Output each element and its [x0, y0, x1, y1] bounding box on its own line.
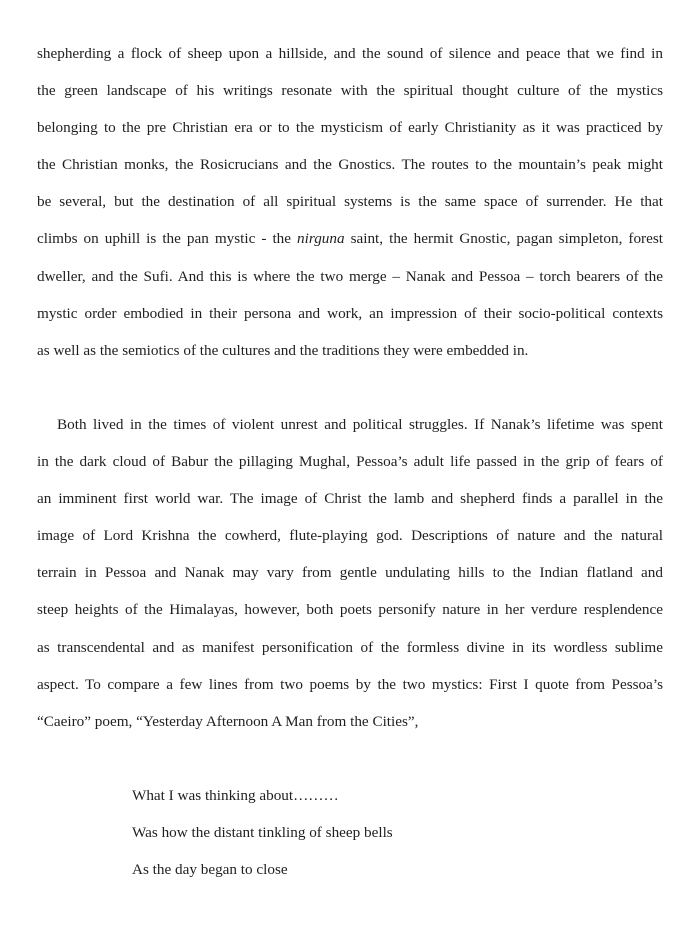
text-line: mystic order embodied in their persona and work, an impression of their socio-political contexts	[37, 304, 663, 322]
text-line: the Christian monks, the Rosicrucians and the Gnostics. The routes to the mountain’s peak might	[37, 156, 663, 174]
text-line: in the dark cloud of Babur the pillaging Mughal, Pessoa’s adult life passed in the grip of fears of	[37, 453, 663, 471]
text-line: terrain in Pessoa and Nanak may vary from gentle undulating hills to the Indian flatland and	[37, 564, 663, 582]
text-line: aspect. To compare a few lines from two poems by the two mystics: First I quote from Pessoa’s	[37, 675, 663, 693]
text-line: belonging to the pre Christian era or to the mysticism of early Christianity as it was practiced by	[37, 119, 663, 137]
text-line: image of Lord Krishna the cowherd, flute-playing god. Descriptions of nature and the natural	[37, 527, 663, 545]
paragraph-1	[37, 35, 663, 369]
text-line: be several, but the destination of all spiritual systems is the same space of surrender. He that	[37, 193, 663, 211]
document-page	[37, 35, 663, 888]
paragraph-2	[37, 406, 663, 740]
poem-line: As the day began to close	[132, 861, 288, 879]
text-line: as well as the semiotics of the cultures and the traditions they were embedded in.	[37, 341, 529, 359]
text-line: Both lived in the times of violent unrest and political struggles. If Nanak’s lifetime was spent	[57, 415, 663, 433]
paragraph-gap	[37, 369, 663, 406]
text-line: an imminent first world war. The image of Christ the lamb and shepherd finds a parallel in the	[37, 490, 663, 508]
text-line: climbs on uphill is the pan mystic - the nirguna saint, the hermit Gnostic, pagan simpleton, forest	[37, 230, 663, 248]
text-line: the green landscape of his writings resonate with the spiritual thought culture of the mystics	[37, 82, 663, 100]
text-line: dweller, and the Sufi. And this is where the two merge – Nanak and Pessoa – torch bearers of the	[37, 267, 663, 285]
text-line: as transcendental and as manifest personification of the formless divine in its wordless sublime	[37, 638, 663, 656]
poem-quote	[37, 777, 663, 888]
italic-term: nirguna	[297, 230, 345, 248]
poem-line: Was how the distant tinkling of sheep bells	[132, 823, 393, 841]
poem-line: What I was thinking about………	[132, 786, 339, 804]
text-line: steep heights of the Himalayas, however, both poets personify nature in her verdure resplendence	[37, 601, 663, 619]
text-line: “Caeiro” poem, “Yesterday Afternoon A Man from the Cities”,	[37, 712, 419, 730]
text-line: shepherding a flock of sheep upon a hillside, and the sound of silence and peace that we find in	[37, 45, 663, 62]
